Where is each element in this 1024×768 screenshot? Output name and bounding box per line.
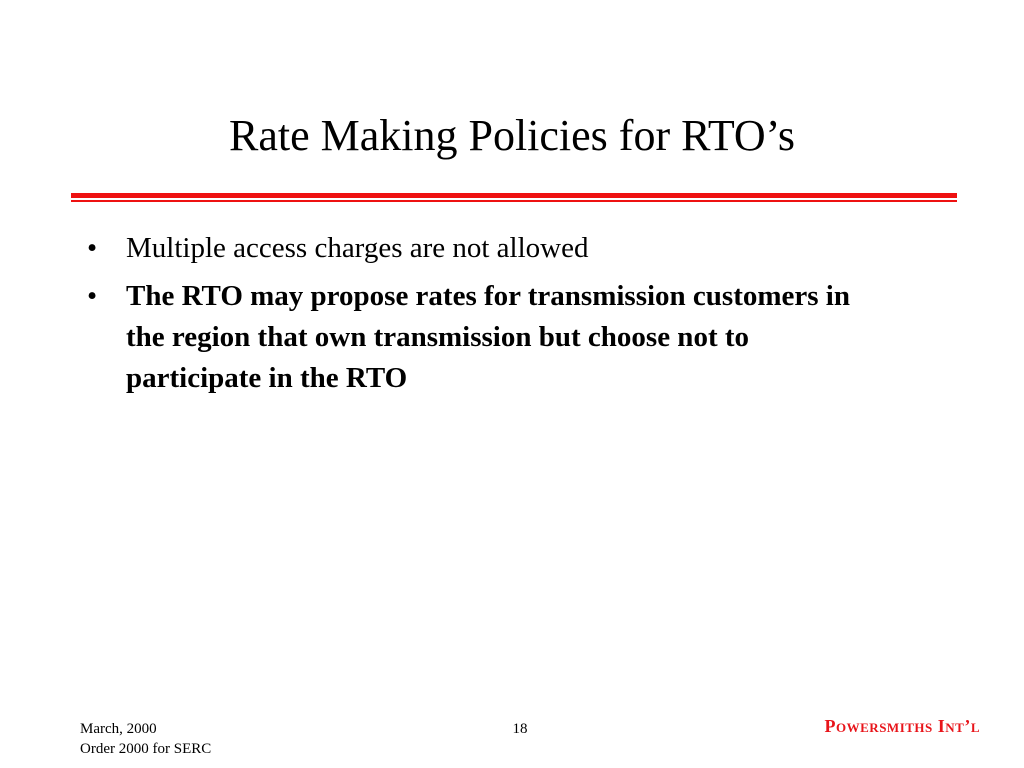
bullet-item — [82, 276, 882, 399]
title-divider — [71, 193, 957, 202]
page-number: 18 — [512, 721, 528, 737]
bullet-marker: • — [87, 280, 98, 312]
bullet-list — [82, 228, 882, 406]
title-divider-thin-line — [71, 200, 957, 202]
title-divider-thick-line — [71, 193, 957, 198]
footer-subtitle: Order 2000 for SERC — [80, 741, 212, 757]
bullet-text: Multiple access charges are not allowed — [126, 232, 589, 264]
footer-info — [80, 719, 211, 759]
bullet-item — [82, 228, 882, 269]
bullet-text: The RTO may propose rates for transmission customers in the region that own transmission but choose not to participate in the RTO — [126, 280, 850, 394]
footer-date: March, 2000 — [80, 721, 157, 737]
bullet-marker: • — [87, 232, 98, 264]
slide-title: Rate Making Policies for RTO’s — [228, 111, 796, 160]
brand-logo-text: Powersmiths Int’l — [824, 716, 980, 736]
